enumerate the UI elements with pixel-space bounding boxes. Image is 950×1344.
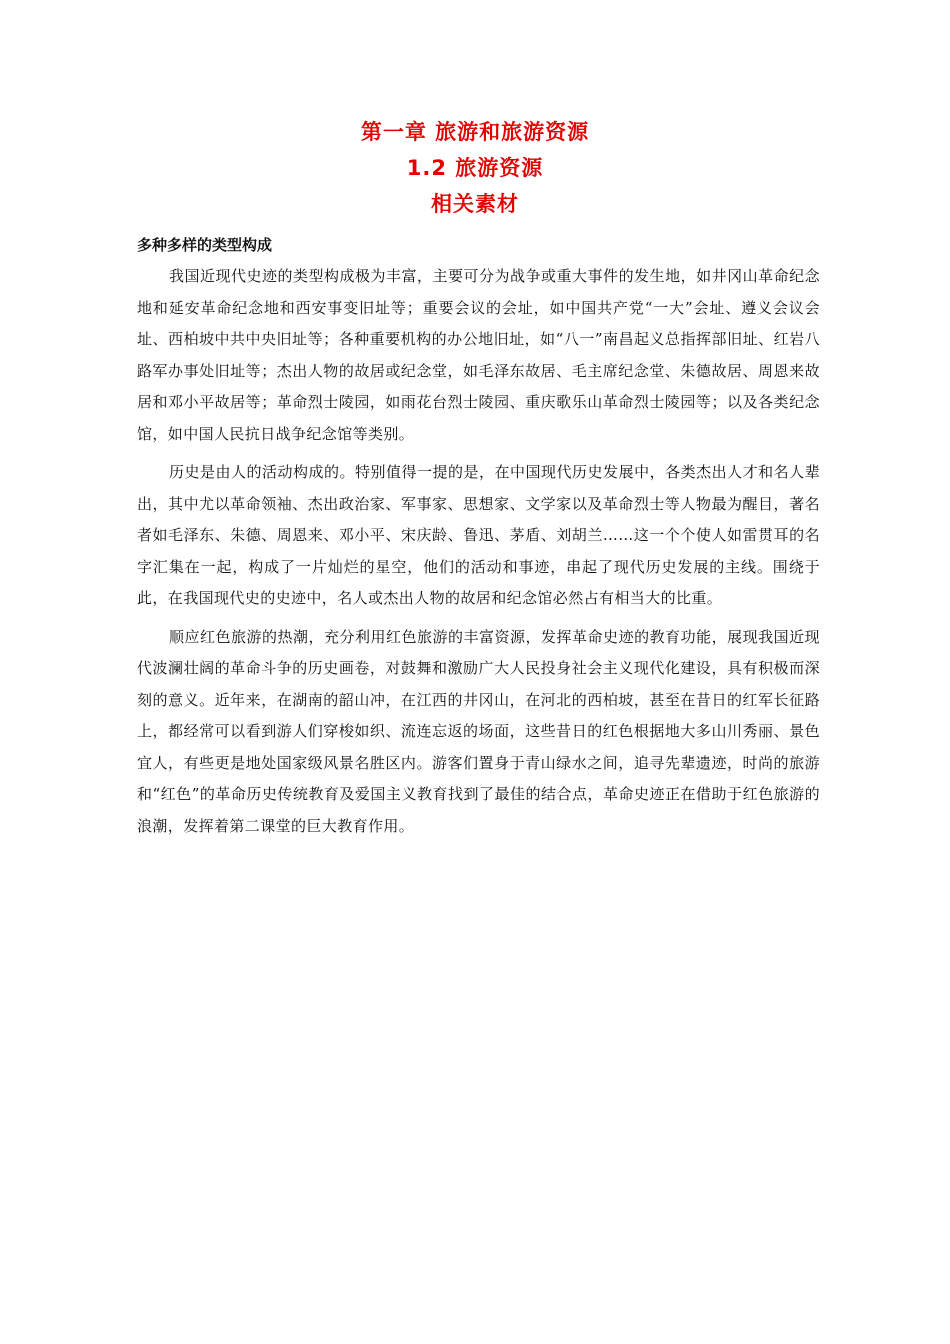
paragraph-3: 顺应红色旅游的热潮，充分利用红色旅游的丰富资源，发挥革命史迹的教育功能，展现我国近现代波澜壮阔的革命斗争的历史画卷，对鼓舞和激励广大人民投身社会主义现代化建设，具有积极而深刻的意义。近年来，在湖南的韶山冲，在江西的井冈山，在河北的西柏坡，甚至在昔日的红军长征路上，都经常可以看到游人们穿梭如织、流连忘返的场面，这些昔日的红色根据地大多山川秀丽、景色宜人，有些更是地处国家级风景名胜区内。游客们置身于青山绿水之间，追寻先辈遗迹，时尚的旅游和“红色”的革命历史传统教育及爱国主义教育找到了最佳的结合点，革命史迹正在借助于红色旅游的浪潮，发挥着第二课堂的巨大教育作用。 (137, 627, 820, 835)
chapter-title: 第一章 旅游和旅游资源 (360, 120, 590, 144)
document-subtitle: 相关素材 (431, 192, 519, 216)
title-block (0, 118, 950, 218)
section-heading: 多种多样的类型构成 (137, 236, 273, 254)
paragraph-1: 我国近现代史迹的类型构成极为丰富，主要可分为战争或重大事件的发生地，如井冈山革命纪念地和延安革命纪念地和西安事变旧址等；重要会议的会址，如中国共产党“一大”会址、遵义会议会址、西柏坡中共中央旧址等；各种重要机构的办公地旧址，如“八一”南昌起义总指挥部旧址、红岩八路军办事处旧址等；杰出人物的故居或纪念堂，如毛泽东故居、毛主席纪念堂、朱德故居、周恩来故居和邓小平故居等；革命烈士陵园，如雨花台烈士陵园、重庆歌乐山革命烈士陵园等；以及各类纪念馆，如中国人民抗日战争纪念馆等类别。 (137, 267, 820, 443)
section-title: 1.2 旅游资源 (406, 156, 544, 180)
document-body (137, 233, 820, 849)
paragraph-2: 历史是由人的活动构成的。特别值得一提的是，在中国现代历史发展中，各类杰出人才和名人辈出，其中尤以革命领袖、杰出政治家、军事家、思想家、文学家以及革命烈士等人物最为醒目，著名者如毛泽东、朱德、周恩来、邓小平、宋庆龄、鲁迅、茅盾、刘胡兰……这一个个使人如雷贯耳的名字汇集在一起，构成了一片灿烂的星空，他们的活动和事迹，串起了现代历史发展的主线。围绕于此，在我国现代史的史迹中，名人或杰出人物的故居和纪念馆必然占有相当大的比重。 (137, 463, 820, 607)
